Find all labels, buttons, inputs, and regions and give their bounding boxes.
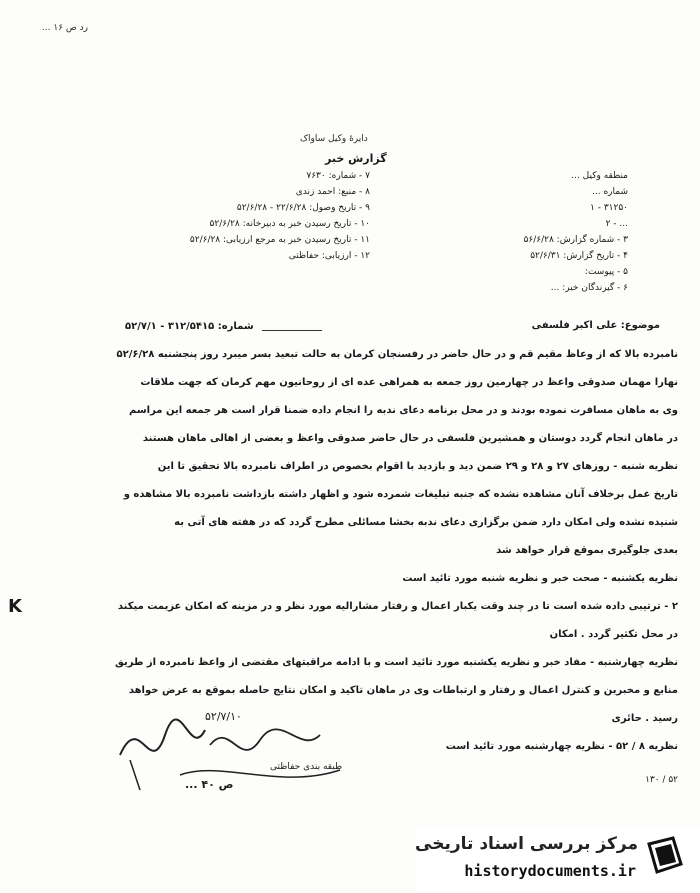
field-row: ۸ - منبع: احمد زندی [295, 187, 370, 197]
handwritten-date: ۵۲/۷/۱۰ [205, 710, 242, 723]
field-row: شماره ... [592, 187, 628, 197]
field-row: ۳ - شماره گزارش: ۵۶/۶/۲۸ [523, 235, 628, 245]
field-row: ۷ - شماره: ۷۶۳۰ [306, 171, 370, 181]
body-line: رسید . حائری [611, 713, 678, 724]
margin-mark: K [8, 596, 22, 617]
field-row: ۱۰ - تاریخ رسیدن خبر به دبیرخانه: ۵۲/۶/۲۸ [209, 219, 370, 229]
watermark-title: مرکز بررسی اسناد تاریخی [415, 834, 638, 854]
doc-title: گزارش خبر [325, 152, 387, 165]
body-line: منابع و مخبرین و کنترل اعمال و رفتار و ارتباطات وی در ماهان تاکید و امکان نتایج حاصله بموقع به عرض خواهد [128, 685, 678, 696]
body-line: تاریخ عمل برخلاف آنان مشاهده نشده که جنبه تبلیغات شمرده شود و اظهار داشته بازداشت نامبرده بالا مشاهده و [123, 489, 678, 500]
field-row: ۲ - ... [605, 219, 628, 229]
field-row: منطقه وکیل ... [571, 171, 628, 181]
body-line: نهارا مهمان صدوقی واعظ در چهارمین روز جمعه به همراهی عده ای از روحانیون مهم کرمان که جهت ملاقات [140, 377, 678, 388]
archive-logo-icon [643, 834, 687, 878]
body-line: ۲ - ترتیبی داده شده است تا در چند وقت یکبار اعمال و رفتار مشارالیه مورد نظر و در مزینه که امکان عزیمت میکند [117, 601, 678, 612]
dept-label: دایرهٔ وکیل ساواک [300, 134, 368, 144]
field-row: ۱۱ - تاریخ رسیدن خبر به مرجع ارزیابی: ۵۲/۶/۲۸ [189, 235, 370, 245]
underline-mark [262, 330, 322, 331]
subject-line: موضوع: علی اکبر فلسفی [531, 320, 660, 331]
body-line: نامبرده بالا که از وعاظ مقیم قم و در حال حاضر در رفسنجان کرمان به حالت تبعید بسر میبرد روز پنجشنبه ۵۲/۶/۲۸ [116, 349, 678, 360]
body-line: در محل تکثیر گردد . امکان [549, 629, 678, 640]
field-row: ۱۲ - ارزیابی: حفاظتی [288, 251, 370, 261]
watermark-url: historydocuments.ir [464, 862, 636, 880]
footer-number: ۱۳۰ / ۵۲ [645, 775, 678, 785]
field-row: ۹ - تاریخ وصول: ۲۲/۶/۲۸ - ۵۲/۶/۲۸ [236, 203, 370, 213]
field-row: ۶ - گیرندگان خبر: ... [550, 283, 628, 293]
body-line: شنیده نشده ولی امکان دارد ضمن برگزاری دعای ندبه بخشا مسائلی مطرح گردد که در هفته های آتی به [174, 517, 678, 528]
reference-number: شماره: ۳۱۲/۵۴۱۵ - ۵۲/۷/۱ [125, 321, 254, 332]
body-line: نظریه چهارشنبه - مفاد خبر و نظریه یکشنبه مورد تائید است و با ادامه مراقبتهای مقتضی از واعظ نامبرده از طریق [114, 657, 678, 668]
footer-classification: طبقه بندی حفاظتی [270, 762, 343, 772]
field-row: ۱ - ۳۱۲۵۰ [590, 203, 628, 213]
body-line: بعدی جلوگیری بموقع قرار خواهد شد [496, 545, 678, 556]
body-line: وی به ماهان مسافرت نموده بودند و در محل برنامه دعای ندبه را انجام داده ضمنا قرار است هر جمعه این مراسم [128, 405, 678, 416]
footer-signature-text: ص ۴۰ ... [185, 778, 234, 791]
field-row: ۵ - پیوست: [584, 267, 628, 277]
field-row: ۴ - تاریخ گزارش: ۵۲/۶/۳۱ [530, 251, 628, 261]
top-left-note: رد ص ۱۶ ... [41, 23, 88, 33]
body-line: نظریه ۸ / ۵۲ - نظریه چهارشنبه مورد تائید است [445, 741, 678, 752]
body-line: نظریه شنبه - روزهای ۲۷ و ۲۸ و ۲۹ ضمن دید و بازدید با اقوام بخصوص در اطراف نامبرده بالا تحقیق تا این [157, 461, 678, 472]
body-line: در ماهان انجام گردد دوستان و همشیرین فلسفی در حال حاضر صدوقی واعظ و بعضی از اهالی ماهان هستند [142, 433, 678, 444]
body-line: نظریه یکشنبه - صحت خبر و نظریه شنبه مورد تائید است [402, 573, 678, 584]
